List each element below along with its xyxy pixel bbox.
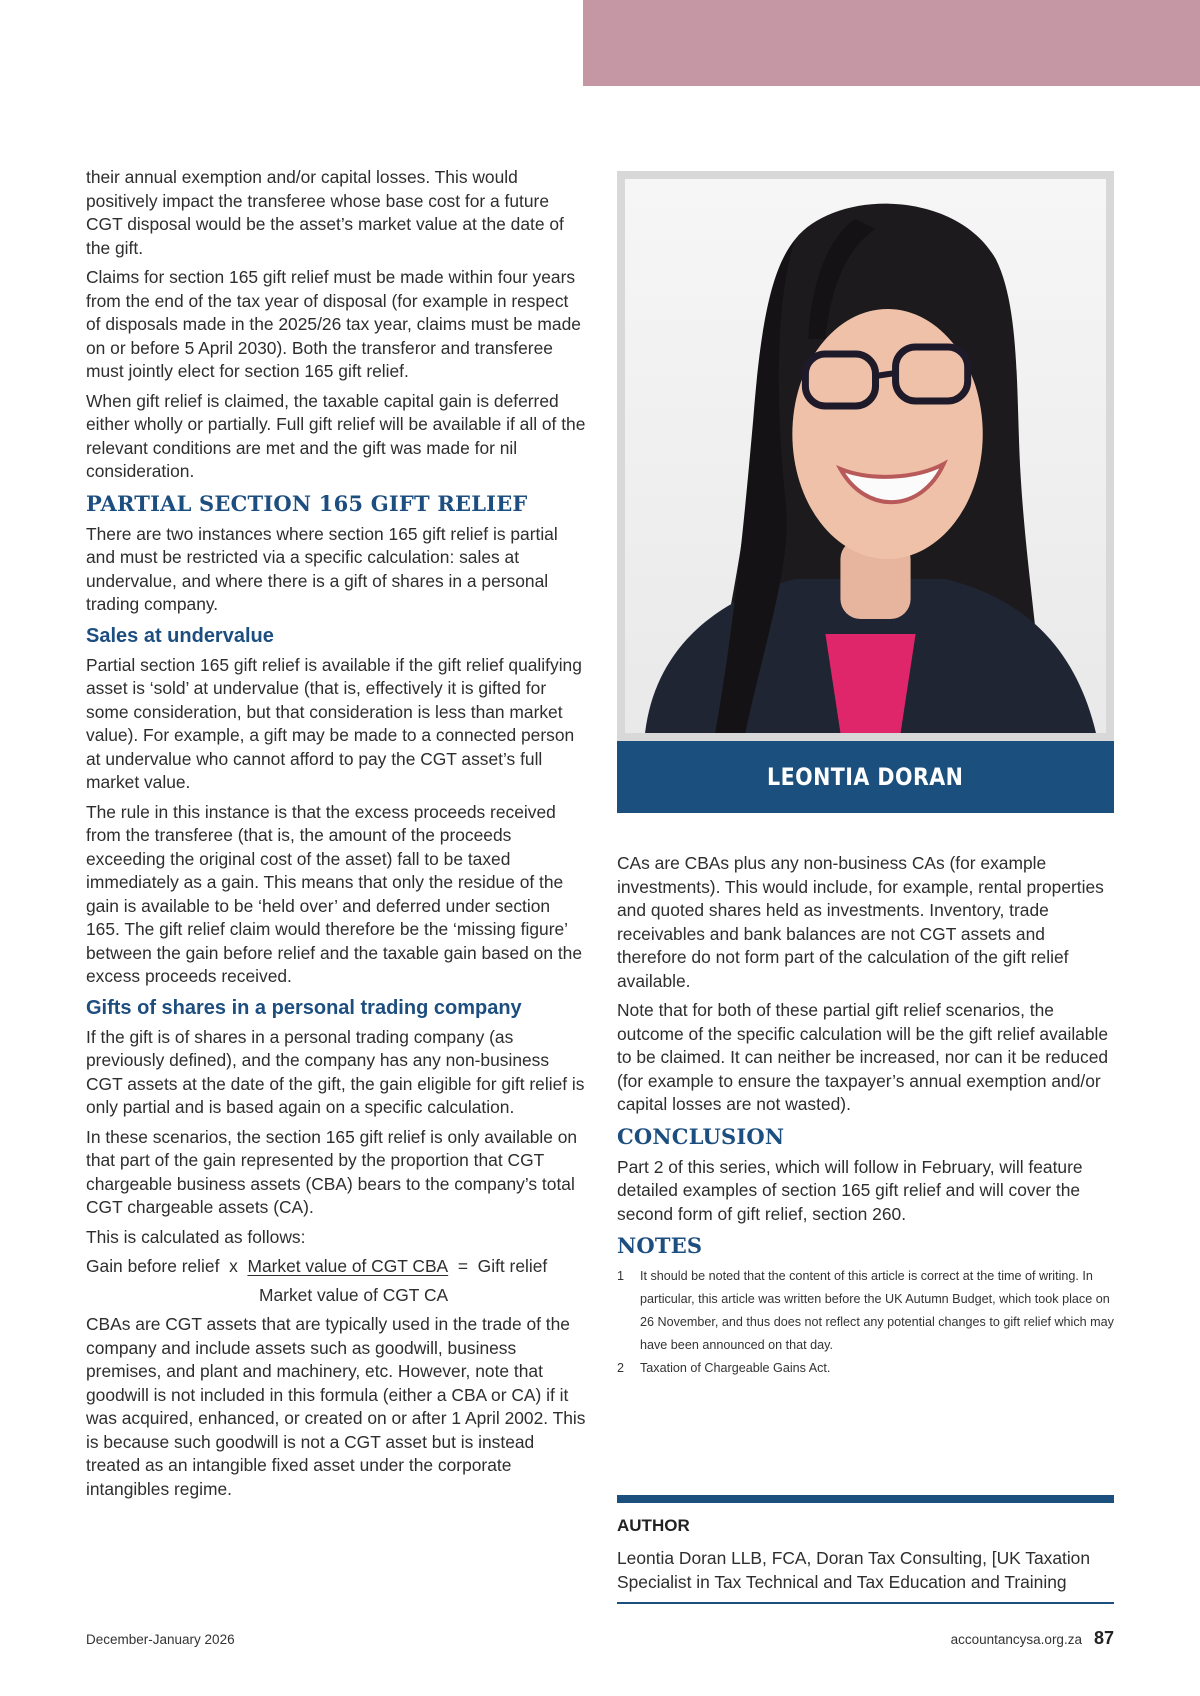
- paragraph: Note that for both of these partial gift relief scenarios, the outcome of the specific calculation will be the gift relief available to be claimed. It can neither be increased, nor can it be reduced (for example to ensure the taxpayer’s annual exemption and/or capital losses are not wasted).: [617, 1000, 1109, 1114]
- author-photo: [617, 171, 1114, 741]
- footer-right: [951, 1628, 1114, 1649]
- formula-equals: =: [457, 1256, 468, 1276]
- notes-list: [617, 1265, 1117, 1380]
- section-heading-conclusion: CONCLUSION: [617, 1123, 785, 1149]
- note-number: 2: [617, 1361, 625, 1375]
- paragraph: In these scenarios, the section 165 gift relief is only available on that part of the gain represented by the proportion that CGT chargeable business assets (CBA) bears to the company’s total CGT chargeable assets (CA).: [86, 1126, 578, 1217]
- subheading-sales-at-undervalue: Sales at undervalue: [86, 624, 274, 647]
- author-bottom-rule: [617, 1602, 1114, 1604]
- subheading-gifts-of-shares: Gifts of shares in a personal trading company: [86, 996, 522, 1019]
- formula-times: x: [229, 1256, 238, 1276]
- paragraph: Claims for section 165 gift relief must be made within four years from the end of the tax year of disposal (for example in respect of disposals made in the 2025/26 tax year, claims must be made on or before 5 April 2030). Both the transferor and transferee must jointly elect for section 165 gift relief.: [86, 267, 581, 381]
- author-box: [617, 1514, 1114, 1594]
- author-title: AUTHOR: [617, 1516, 690, 1535]
- author-name-bar: [617, 741, 1114, 813]
- paragraph: their annual exemption and/or capital losses. This would positively impact the transferee whose base cost for a future CGT disposal would be the asset’s market value at the date of the gift.: [86, 167, 564, 258]
- paragraph: Partial section 165 gift relief is available if the gift relief qualifying asset is ‘sold’ at undervalue (that is, effectively it is gifted for some consideration, but that consideration is less than market value). For example, a gift may be made to a connected person at undervalue who cannot afford to pay the CGT asset’s full market value.: [86, 654, 582, 792]
- paragraph: This is calculated as follows:: [86, 1226, 306, 1247]
- note-text: Taxation of Chargeable Gains Act.: [640, 1361, 831, 1375]
- formula-result: Gift relief: [477, 1256, 548, 1276]
- formula-numerator: Market value of CGT CBA: [247, 1256, 449, 1276]
- portrait-image: [625, 179, 1106, 733]
- portrait-illustration: [625, 179, 1106, 733]
- page-number: 87: [1093, 1628, 1114, 1648]
- note-text: It should be noted that the content of this article is correct at the time of writing. In particular, this article was written before the UK Autumn Budget, which took place on 26 November, and thus does not reflect any potential changes to gift relief which may have been announced on that day.: [640, 1269, 1114, 1352]
- author-bio: Leontia Doran LLB, FCA, Doran Tax Consulting, [UK Taxation Specialist in Tax Technical and Tax Education and Training: [617, 1548, 1091, 1592]
- header-color-band: [583, 0, 1200, 86]
- section-heading-partial-relief: PARTIAL SECTION 165 GIFT RELIEF: [86, 490, 528, 516]
- footer-website-link[interactable]: accountancysa.org.za: [950, 1632, 1082, 1647]
- note-number: 1: [617, 1269, 625, 1283]
- paragraph: The rule in this instance is that the excess proceeds received from the transferee (that is, the amount of the proceeds exceeding the original cost of the asset) fall to be taxed immediately as a gain. This means that only the residue of the gain is available to be ‘held over’ and deferred under section 165. The gift relief claim would therefore be the ‘missing figure’ between the gain before relief and the taxable gain based on the excess proceeds received.: [86, 801, 583, 986]
- formula-lhs: Gain before relief: [86, 1256, 220, 1276]
- paragraph: When gift relief is claimed, the taxable capital gain is deferred either wholly or partially. Full gift relief will be available if all of the relevant conditions are met and the gift was made for nil consideration.: [86, 390, 586, 481]
- right-column: [617, 852, 1117, 1380]
- paragraph: CAs are CBAs plus any non-business CAs (for example investments). This would include, for example, rental properties and quoted shares held as investments. Inventory, trade receivables and bank balances are not CGT assets and therefore do not form part of the calculation of the gift relief available.: [617, 853, 1104, 991]
- left-column: [86, 166, 586, 1507]
- gift-relief-formula: [86, 1255, 586, 1307]
- paragraph: Part 2 of this series, which will follow in February, will feature detailed examples of section 165 gift relief and will cover the second form of gift relief, section 260.: [617, 1156, 1083, 1224]
- author-name-caption: LEONTIA DORAN: [767, 763, 964, 791]
- paragraph: If the gift is of shares in a personal trading company (as previously defined), and the company has any non-business CGT assets at the date of the gift, the gain eligible for gift relief is only partial and is based again on a specific calculation.: [86, 1026, 585, 1117]
- formula-denominator: Market value of CGT CA: [259, 1284, 449, 1305]
- note-item: [617, 1265, 1117, 1357]
- paragraph: There are two instances where section 165 gift relief is partial and must be restricted via a specific calculation: sales at undervalue, and where there is a gift of shares in a personal trading company.: [86, 523, 558, 614]
- section-heading-notes: NOTES: [617, 1233, 703, 1258]
- paragraph: CBAs are CGT assets that are typically used in the trade of the company and include assets such as goodwill, business premises, and plant and machinery, etc. However, note that goodwill is not included in this formula (either a CBA or CA) if it was acquired, enhanced, or created on or after 1 April 2002. This is because such goodwill is not a CGT asset but is instead treated as an intangible fixed asset under the corporate intangibles regime.: [86, 1314, 586, 1499]
- footer-issue-date: December-January 2026: [86, 1632, 235, 1647]
- author-top-rule: [617, 1495, 1114, 1503]
- note-item: [617, 1357, 1117, 1380]
